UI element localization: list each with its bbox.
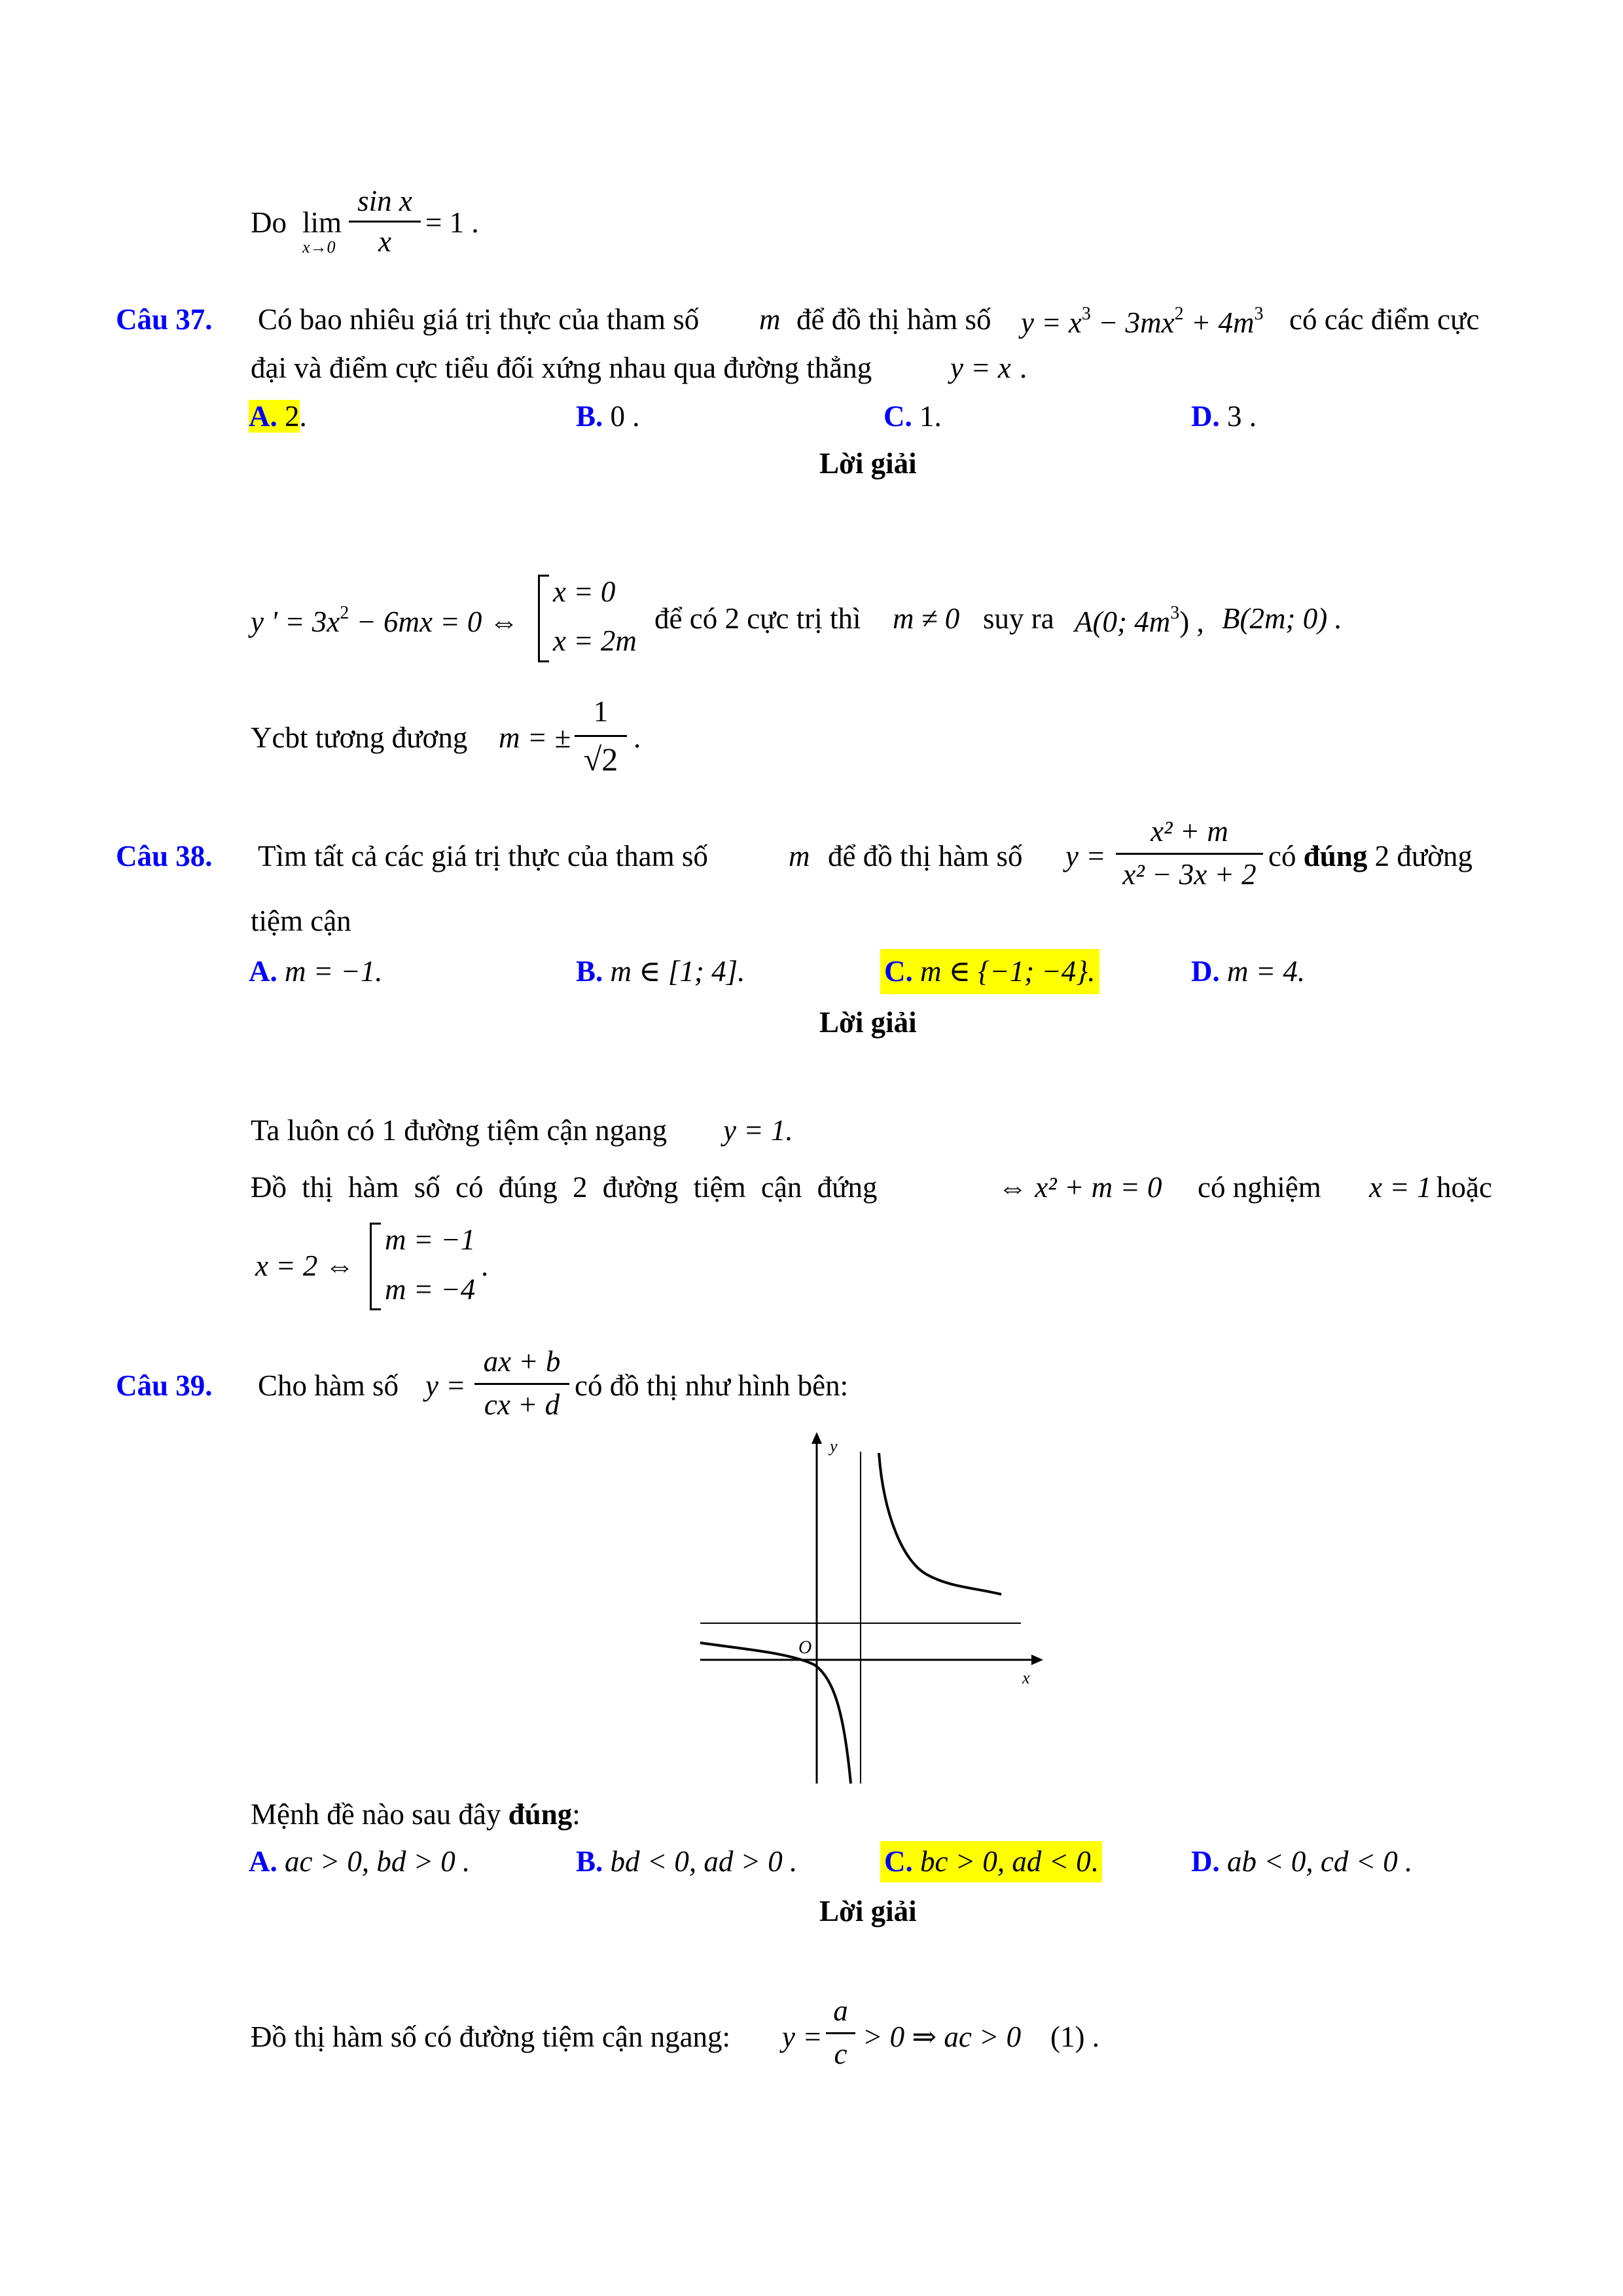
q37-solution-title: Lời giải <box>819 447 917 480</box>
q37-option-d[interactable]: D. 3 . <box>1191 400 1257 433</box>
q37-case-2: x = 2m <box>553 624 637 657</box>
q38-sol-line2-b: có nghiệm <box>1198 1171 1321 1204</box>
q39-option-c[interactable]: C. bc > 0, ad < 0. <box>880 1841 1102 1882</box>
q38-den: x² − 3x + 2 <box>1122 858 1257 891</box>
q37-case-1: x = 0 <box>553 575 616 608</box>
q39-prompt: Mệnh đề nào sau đây đúng: <box>251 1798 580 1831</box>
q38-bracket <box>370 1223 381 1310</box>
q38-sol-line2-d: hoặc <box>1436 1171 1492 1204</box>
hyperbola-right-branch <box>879 1453 1001 1594</box>
q38-fraction <box>1116 817 1263 895</box>
q37-stem-1: Có bao nhiêu giá trị thực của tham số <box>258 303 700 336</box>
q37-option-a[interactable]: A. 2. <box>249 400 307 433</box>
q37-stem-3: có các điểm cực <box>1289 303 1480 336</box>
q38-sol-line2-c: x = 1 <box>1369 1171 1432 1204</box>
q37-sol-deriv: y ' = $3x^2 - 6mx = 0$ ⇔ <box>251 603 519 638</box>
fraction-bar <box>349 221 421 223</box>
q38-sol-line3: x = 2 ⇔ <box>255 1249 355 1282</box>
q39-sol-line1: Đồ thị hàm số có đường tiệm cận ngang: <box>251 2020 731 2053</box>
x-axis-arrow <box>1031 1655 1043 1665</box>
q38-case-2: m = −4 <box>385 1273 476 1306</box>
q37-sol-text: để có 2 cực trị thì <box>654 602 861 635</box>
q37-sol-cond: m ≠ 0 <box>893 602 960 635</box>
q38-m: m <box>789 840 810 872</box>
q39-fraction <box>474 1347 569 1426</box>
x-axis-label: x <box>1022 1668 1030 1687</box>
q38-sol-line1-eq: y = 1. <box>723 1114 793 1147</box>
q38-option-c[interactable]: C. m ∈ {−1; −4}. <box>880 949 1099 994</box>
q37-option-c[interactable]: C. 1. <box>883 400 942 433</box>
q39-sol-den: c <box>834 2037 847 2070</box>
q37-ycbt-fraction <box>575 697 627 781</box>
q38-solution-title: Lời giải <box>819 1006 917 1039</box>
limit-lim: lim <box>302 206 342 239</box>
q38-sol-line2-eq: ⇔ x² + m = 0 <box>998 1171 1162 1204</box>
q37-label: Câu 37. <box>116 303 213 336</box>
q38-sol-line2: Đồ thị hàm số có đúng 2 đường tiệm cận đứng <box>251 1171 878 1204</box>
limit-rhs: = 1 . <box>425 206 479 239</box>
q37-option-b[interactable]: B. 0 . <box>576 400 640 433</box>
q37-ycbt-den: √2 <box>583 741 618 778</box>
q37-bracket <box>538 575 549 662</box>
hyperbola-left-branch <box>700 1643 851 1784</box>
q39-sol-eq: y = <box>782 2020 823 2053</box>
q39-y-eq: y = <box>425 1369 466 1402</box>
q38-sol-end: . <box>481 1249 489 1282</box>
q38-stem-2: để đồ thị hàm số <box>828 840 1023 872</box>
q37-period: . <box>1020 351 1027 384</box>
q38-sol-line1: Ta luôn có 1 đường tiệm cận ngang <box>251 1114 668 1147</box>
q37-ycbt-eq: m = ± <box>499 721 571 754</box>
q37-line-eq: y = x <box>950 351 1011 384</box>
q37-ycbt-num: 1 <box>593 695 609 728</box>
q39-option-d[interactable]: D. ab < 0, cd < 0 . <box>1191 1845 1413 1878</box>
q38-label: Câu 38. <box>116 840 213 872</box>
q38-option-b[interactable]: B. m ∈ [1; 4]. <box>576 955 745 988</box>
fraction-bar <box>575 735 627 737</box>
limit-do: Do <box>251 206 287 239</box>
q39-sol-num: a <box>833 1994 848 2027</box>
q38-stem-3: có đúng 2 đường <box>1268 840 1473 872</box>
q37-sol-text2: suy ra <box>983 602 1054 635</box>
origin-label: O <box>798 1638 812 1658</box>
limit-sub: x→0 <box>302 238 336 257</box>
q38-stem-line2: tiệm cận <box>251 905 351 937</box>
q39-sol-fraction <box>826 1996 855 2075</box>
fraction-bar <box>826 2032 855 2034</box>
q39-graph <box>694 1427 1060 1793</box>
q39-solution-title: Lời giải <box>819 1895 917 1928</box>
q37-ycbt: Ycbt tương đương <box>251 721 468 754</box>
fraction-bar <box>1116 853 1263 855</box>
y-axis-arrow <box>812 1432 822 1444</box>
q39-option-b[interactable]: B. bd < 0, ad > 0 . <box>576 1845 798 1878</box>
q37-stem-line2: đại và điểm cực tiểu đối xứng nhau qua đường thẳng <box>251 351 872 384</box>
q39-num: ax + b <box>483 1345 561 1378</box>
q39-stem-1: Cho hàm số <box>258 1369 399 1402</box>
q37-point-a: A(0; $4m^3$) , <box>1075 603 1204 638</box>
q37-stem-2: để đồ thị hàm số <box>796 303 991 336</box>
limit-num: sin x <box>357 185 412 217</box>
q38-stem-1: Tìm tất cả các giá trị thực của tham số <box>258 840 708 872</box>
q38-y-eq: y = <box>1065 840 1106 872</box>
q38-option-a[interactable]: A. m = −1. <box>249 955 383 988</box>
q39-sol-rest: > 0 ⇒ ac > 0 <box>863 2020 1022 2053</box>
q38-num: x² + m <box>1150 815 1228 848</box>
q37-m: m <box>759 303 781 336</box>
y-axis-label: y <box>830 1437 838 1456</box>
q39-sol-tag: (1) . <box>1050 2020 1099 2053</box>
q39-label: Câu 39. <box>116 1369 213 1402</box>
limit-fraction <box>349 187 421 259</box>
q39-option-a[interactable]: A. ac > 0, bd > 0 . <box>249 1845 471 1878</box>
q38-option-d[interactable]: D. m = 4. <box>1191 955 1306 988</box>
fraction-bar <box>474 1383 569 1385</box>
q37-ycbt-end: . <box>633 721 641 754</box>
q37-function: $y = x^3 - 3mx^2 + 4m^3$ <box>1021 304 1264 339</box>
q39-den: cx + d <box>484 1388 560 1421</box>
limit-den: x <box>378 225 391 258</box>
q38-case-1: m = −1 <box>385 1223 476 1256</box>
q37-point-b: B(2m; 0) . <box>1222 602 1342 635</box>
q39-stem-2: có đồ thị như hình bên: <box>575 1369 849 1402</box>
